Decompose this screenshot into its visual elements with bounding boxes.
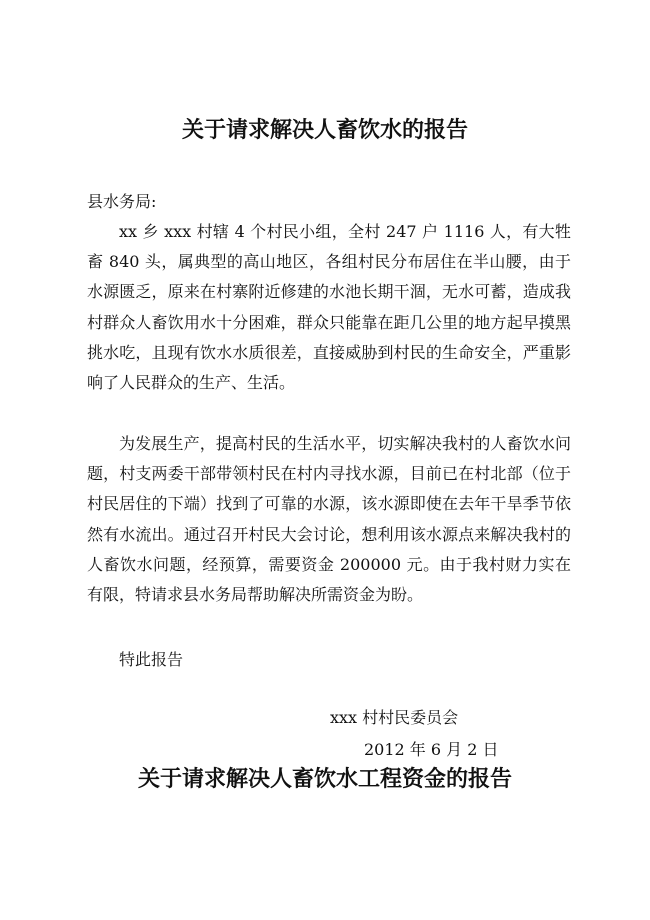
body-paragraph-2: 为发展生产，提高村民的生活水平，切实解决我村的人畜饮水问题，村支两委干部带领村民在村内寻找水源，目前已在村北部（位于村民居住的下端）找到了可靠的水源，该水源即使在去年干旱季节依然有水流出。通过召开村民大会讨论，想利用该水源点来解决我村的人畜饮水问题，经预算，需要资金 200000 元。由于我村财力实在有限，特请求县水务局帮助解决所需资金为盼。 <box>87 434 571 605</box>
signature-date: 2012 年 6 月 2 日 <box>364 740 499 759</box>
body-paragraph-1: xx 乡 xxx 村辖 4 个村民小组，全村 247 户 1116 人，有大牲畜 840 头，属典型的高山地区，各组村民分布居住在半山腰，由于水源匮乏，原来在村寨附近修建的水池长期干涸，无水可蓄，造成我村群众人畜饮用水十分困难，群众只能靠在距几公里的地方起早摸黑挑水吃，且现有饮水水质很差，直接威胁到村民的生命安全，严重影响了人民群众的生产、生活。 <box>87 222 571 393</box>
closing-remark: 特此报告 <box>119 650 184 669</box>
next-document-title: 关于请求解决人畜饮水工程资金的报告 <box>137 767 512 792</box>
document-title: 关于请求解决人畜饮水的报告 <box>181 118 468 143</box>
salutation: 县水务局: <box>87 192 157 211</box>
signature-organization: xxx 村村民委员会 <box>330 708 459 727</box>
